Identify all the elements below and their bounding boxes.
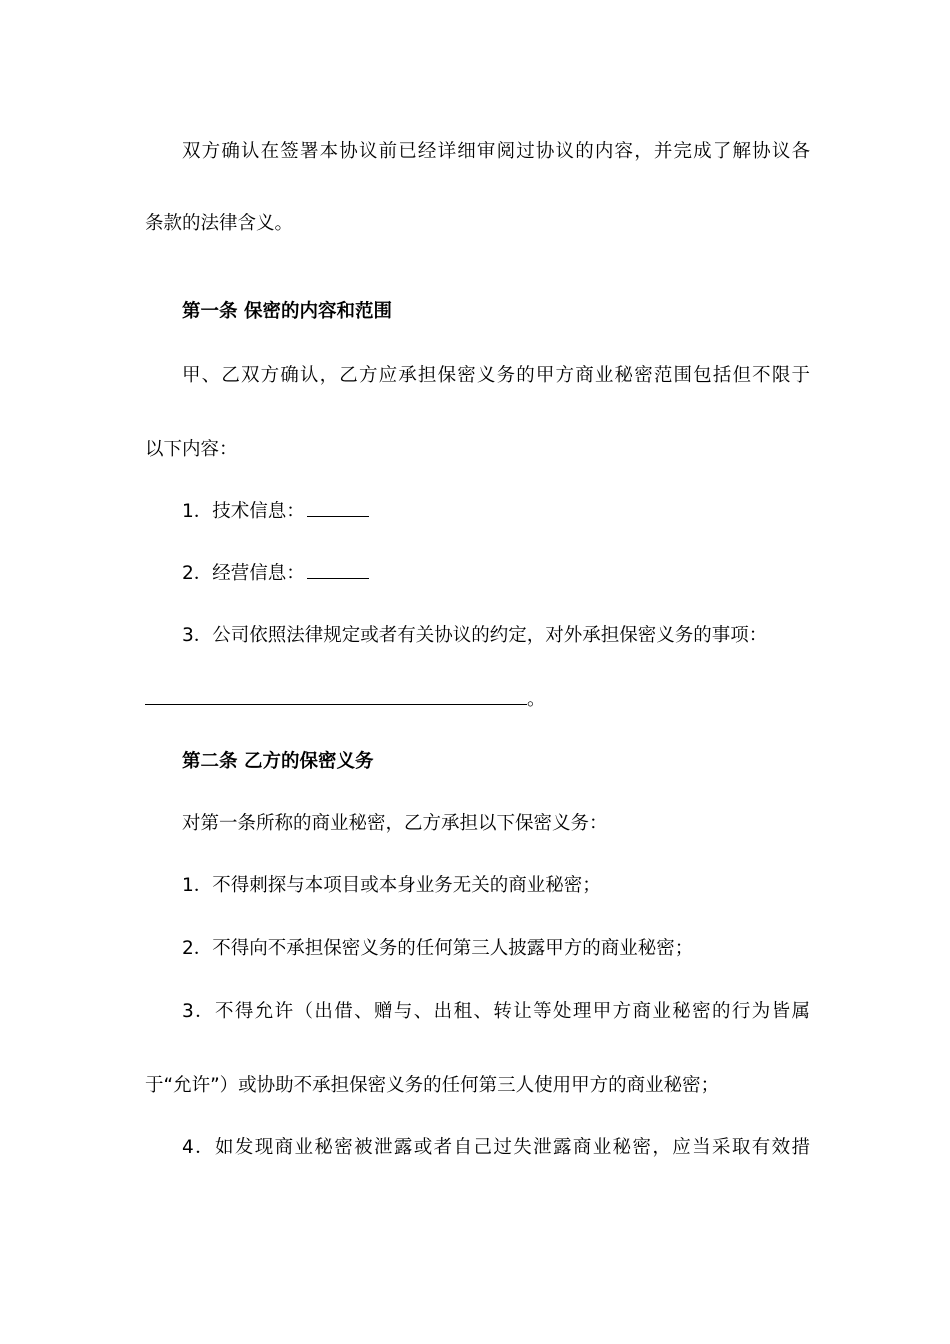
fill-in-blank [145, 686, 527, 705]
article-2-item-4-line-1: 4．如发现商业秘密被泄露或者自己过失泄露商业秘密，应当采取有效措 [182, 1137, 810, 1158]
article-1-para-line-1: 甲、乙双方确认，乙方应承担保密义务的甲方商业秘密范围包括但不限于 [182, 365, 810, 386]
item-label: 2．经营信息： [182, 563, 305, 584]
article-2-item-3-line-2: 于“允许”）或协助不承担保密义务的任何第三人使用甲方的商业秘密； [145, 1075, 720, 1096]
article-2-heading: 第二条 乙方的保密义务 [182, 751, 374, 772]
intro-line-1: 双方确认在签署本协议前已经详细审阅过协议的内容，并完成了解协议各 [182, 141, 810, 162]
article-1-item-2 [182, 560, 810, 588]
article-1-item-3-line-2 [145, 686, 810, 714]
article-2-item-3-line-1: 3．不得允许（出借、赠与、出租、转让等处理甲方商业秘密的行为皆属 [182, 1001, 810, 1022]
article-1-para-line-2: 以下内容： [145, 439, 238, 460]
sentence-end: 。 [527, 689, 546, 710]
article-1-item-1 [182, 498, 810, 526]
article-2-item-1: 1．不得刺探与本项目或本身业务无关的商业秘密； [182, 875, 601, 896]
item-label: 1．技术信息： [182, 501, 305, 522]
fill-in-blank [307, 498, 369, 517]
article-1-heading: 第一条 保密的内容和范围 [182, 301, 392, 322]
intro-line-2: 条款的法律含义。 [145, 213, 294, 234]
article-1-item-3-line-1: 3．公司依照法律规定或者有关协议的约定，对外承担保密义务的事项： [182, 625, 768, 646]
article-2-item-2: 2．不得向不承担保密义务的任何第三人披露甲方的商业秘密； [182, 938, 694, 959]
article-2-intro: 对第一条所称的商业秘密，乙方承担以下保密义务： [182, 813, 608, 834]
fill-in-blank [307, 560, 369, 579]
